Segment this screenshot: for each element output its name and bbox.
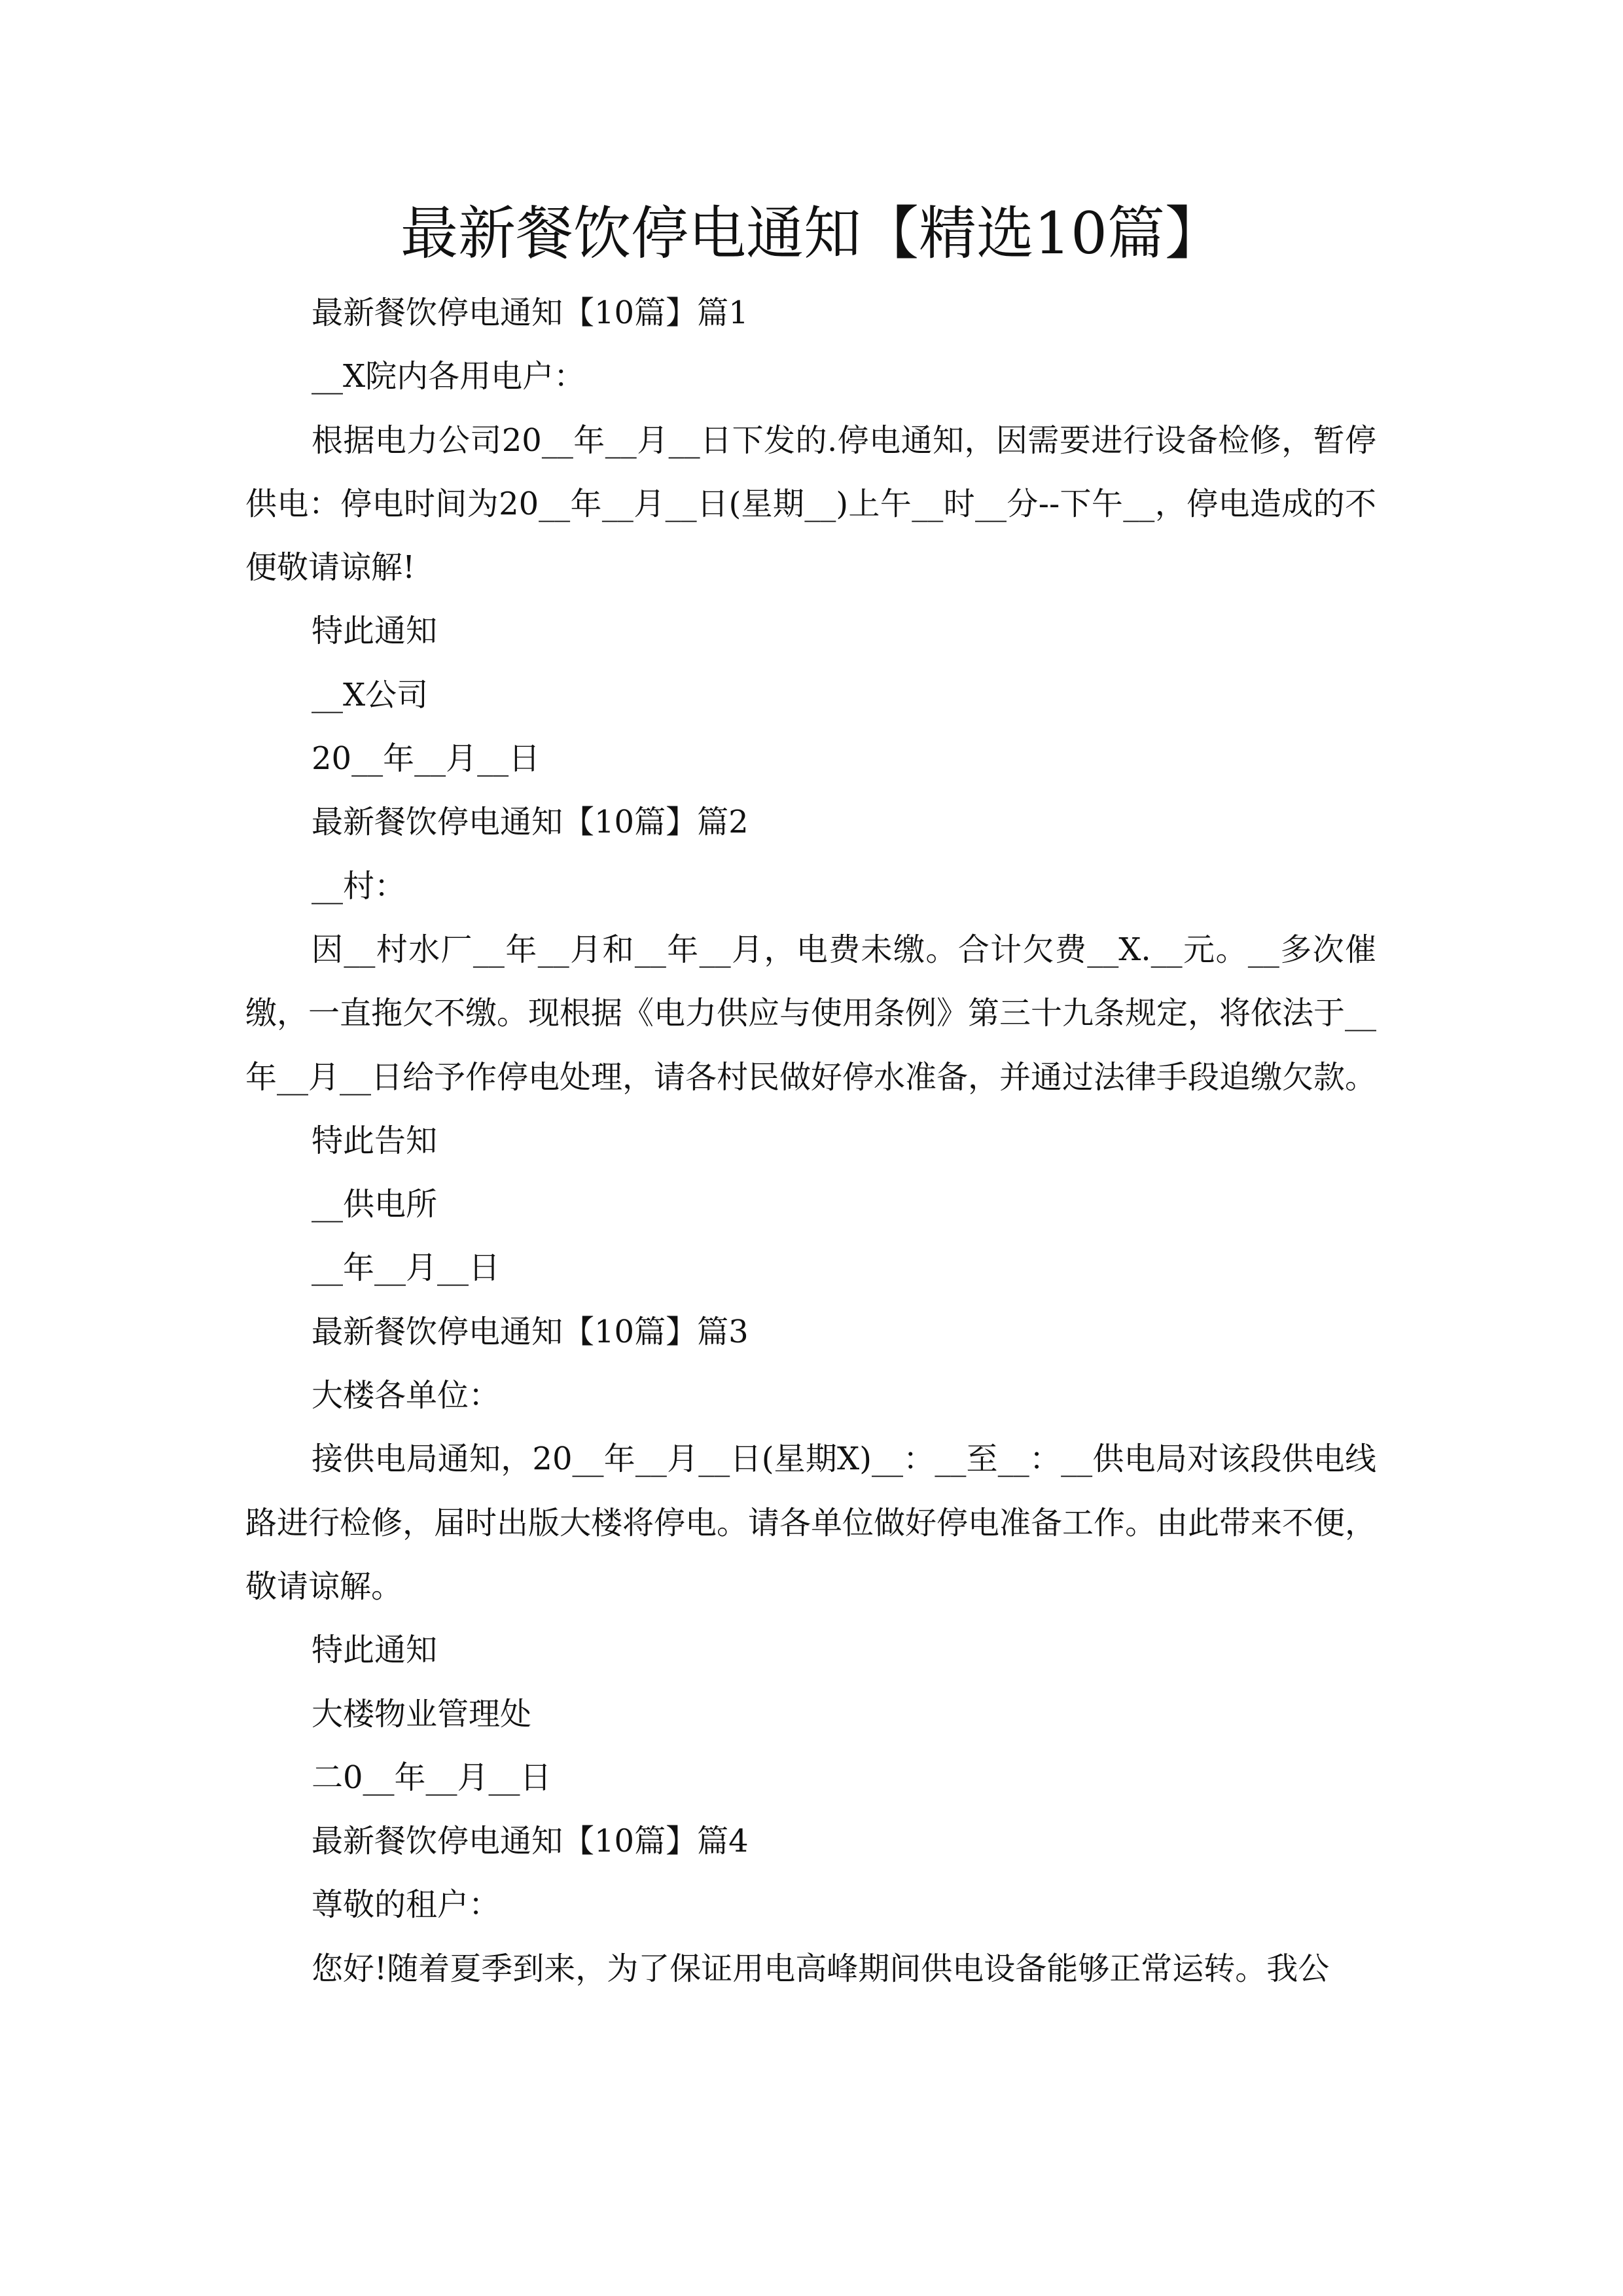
closing: 特此通知 xyxy=(312,613,438,650)
section-heading-4: 最新餐饮停电通知【10篇】篇4 xyxy=(312,1823,749,1860)
signature: __供电所 xyxy=(312,1186,438,1223)
salutation: 大楼各单位： xyxy=(312,1377,501,1414)
body-paragraph: 接供电局通知，20__年__月__日(星期X)__：__至__：__供电局对该段供电线路进行检修，届时出版大楼将停电。请各单位做好停电准备工作。由此带来不便，敬请谅解。 xyxy=(245,1441,1377,1605)
salutation: 尊敬的租户： xyxy=(312,1886,501,1924)
document-title: 最新餐饮停电通知【精选10篇】 xyxy=(401,200,1222,267)
signature: __X公司 xyxy=(312,676,429,713)
body-paragraph: 根据电力公司20__年__月__日下发的.停电通知，因需要进行设备检修，暂停供电：停电时间为20__年__月__日(星期__)上午__时__分--下午__，停电造成的不便敬请谅解! xyxy=(245,422,1376,586)
section-heading-3: 最新餐饮停电通知【10篇】篇3 xyxy=(312,1313,749,1350)
signature: 大楼物业管理处 xyxy=(312,1695,532,1732)
date: 二0__年__月__日 xyxy=(312,1759,552,1796)
salutation: __村： xyxy=(312,867,406,905)
closing: 特此通知 xyxy=(312,1632,438,1669)
salutation: __X院内各用电户： xyxy=(312,358,586,395)
body-paragraph: 您好!随着夏季到来，为了保证用电高峰期间供电设备能够正常运转。我公 xyxy=(312,1950,1330,1987)
document-body xyxy=(245,281,1376,2001)
section-heading-1: 最新餐饮停电通知【10篇】篇1 xyxy=(312,295,749,331)
section-heading-2: 最新餐饮停电通知【10篇】篇2 xyxy=(312,804,749,841)
date: 20__年__月__日 xyxy=(312,740,541,778)
body-paragraph: 因__村水厂__年__月和__年__月，电费未缴。合计欠费__X.__元。__多次催缴，一直拖欠不缴。现根据《电力供应与使用条例》第三十九条规定，将依法于__年__月__日给予作停电处理，请各村民做好停水准备，并通过法律手段追缴欠款。 xyxy=(245,931,1377,1096)
closing: 特此告知 xyxy=(312,1122,438,1159)
date: __年__月__日 xyxy=(312,1249,501,1287)
